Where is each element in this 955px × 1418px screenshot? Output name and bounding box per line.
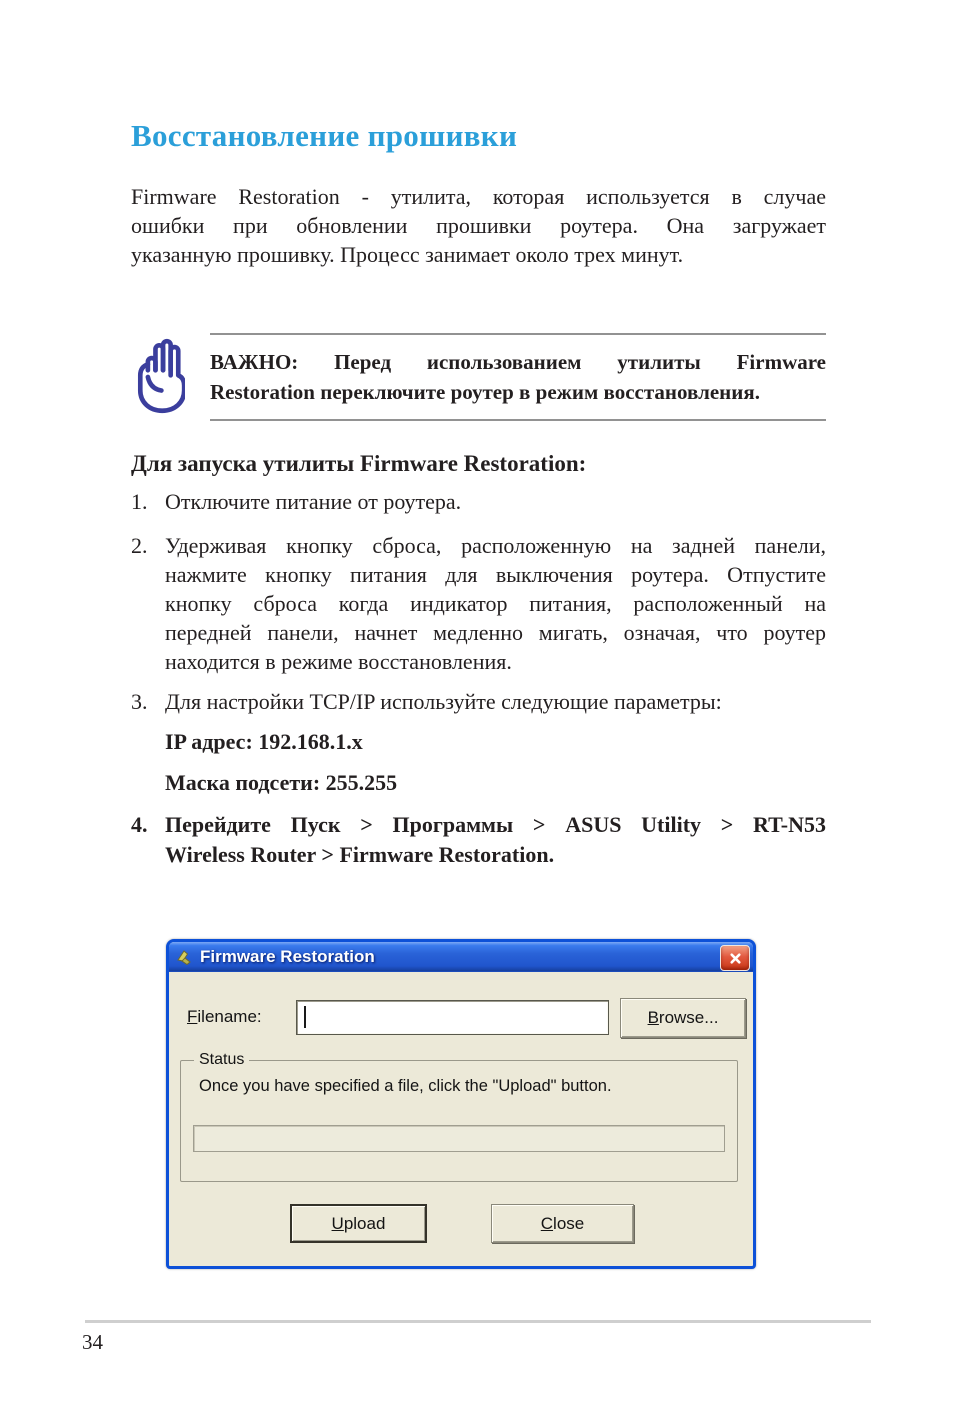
page-number: 34 xyxy=(82,1330,103,1354)
status-message: Once you have specified a file, click the "Upload" button. xyxy=(199,1077,612,1095)
progress-bar xyxy=(193,1125,725,1152)
status-group xyxy=(180,1051,738,1182)
step-1 xyxy=(131,487,826,516)
step-2 xyxy=(131,531,826,676)
important-note xyxy=(131,333,826,421)
dialog-body xyxy=(169,972,753,1266)
steps-heading: Для запуска утилиты Firmware Restoration: xyxy=(131,451,587,476)
browse-button[interactable]: Browse... xyxy=(620,998,746,1038)
text-caret xyxy=(304,1006,306,1028)
step-number: 2. xyxy=(131,533,148,558)
step-number: 3. xyxy=(131,689,148,714)
page-title: Восстановление прошивки xyxy=(131,118,518,153)
page-content xyxy=(131,118,826,870)
filename-label: Filename: xyxy=(187,1007,262,1026)
footer-divider xyxy=(85,1320,871,1323)
step-4 xyxy=(131,810,826,870)
filename-row xyxy=(169,998,753,1038)
upload-button[interactable]: Upload xyxy=(290,1204,427,1243)
hand-stop-icon xyxy=(131,337,210,417)
intro-paragraph: Firmware Restoration - утилита, которая используется в случае ошибки при обновлении прошивки роутера. Она загружает указанную прошивку. Процесс занимает около трех минут. xyxy=(131,184,826,267)
step-text: Для настройки TCP/IP используйте следующие параметры: xyxy=(165,689,722,714)
dialog-title: Firmware Restoration xyxy=(200,947,375,966)
step-text: Отключите питание от роутера. xyxy=(165,489,462,514)
ip-address-param: IP адрес: 192.168.1.x xyxy=(165,729,363,754)
subnet-mask-param: Маска подсети: 255.255 xyxy=(165,770,398,795)
close-action-button[interactable]: Close xyxy=(491,1204,634,1243)
close-button[interactable] xyxy=(720,945,750,971)
close-icon xyxy=(729,952,742,965)
firmware-app-icon xyxy=(175,948,193,966)
filename-input[interactable] xyxy=(296,1000,609,1035)
step-number: 1. xyxy=(131,489,148,514)
dialog-titlebar[interactable] xyxy=(169,942,753,972)
status-group-label: Status xyxy=(194,1051,249,1069)
firmware-restoration-dialog xyxy=(166,939,756,1269)
note-text: ВАЖНО: Перед использованием утилиты Firmware Restoration переключите роутер в режим восстановления. xyxy=(210,333,826,421)
step-number: 4. xyxy=(131,812,148,837)
step-3 xyxy=(131,687,826,798)
step-text: Удерживая кнопку сброса, расположенную на задней панели, нажмите кнопку питания для выключения роутера. Отпустите кнопку сброса когда индикатор питания, расположенный на передней панели, начнет медленно мигать, означая, что роутер находится в режиме восстановления. xyxy=(165,533,826,674)
step-text: Перейдите Пуск > Программы > ASUS Utility > RT-N53 Wireless Router > Firmware Restoration. xyxy=(165,812,826,867)
filename-input-field[interactable] xyxy=(297,1001,608,1034)
